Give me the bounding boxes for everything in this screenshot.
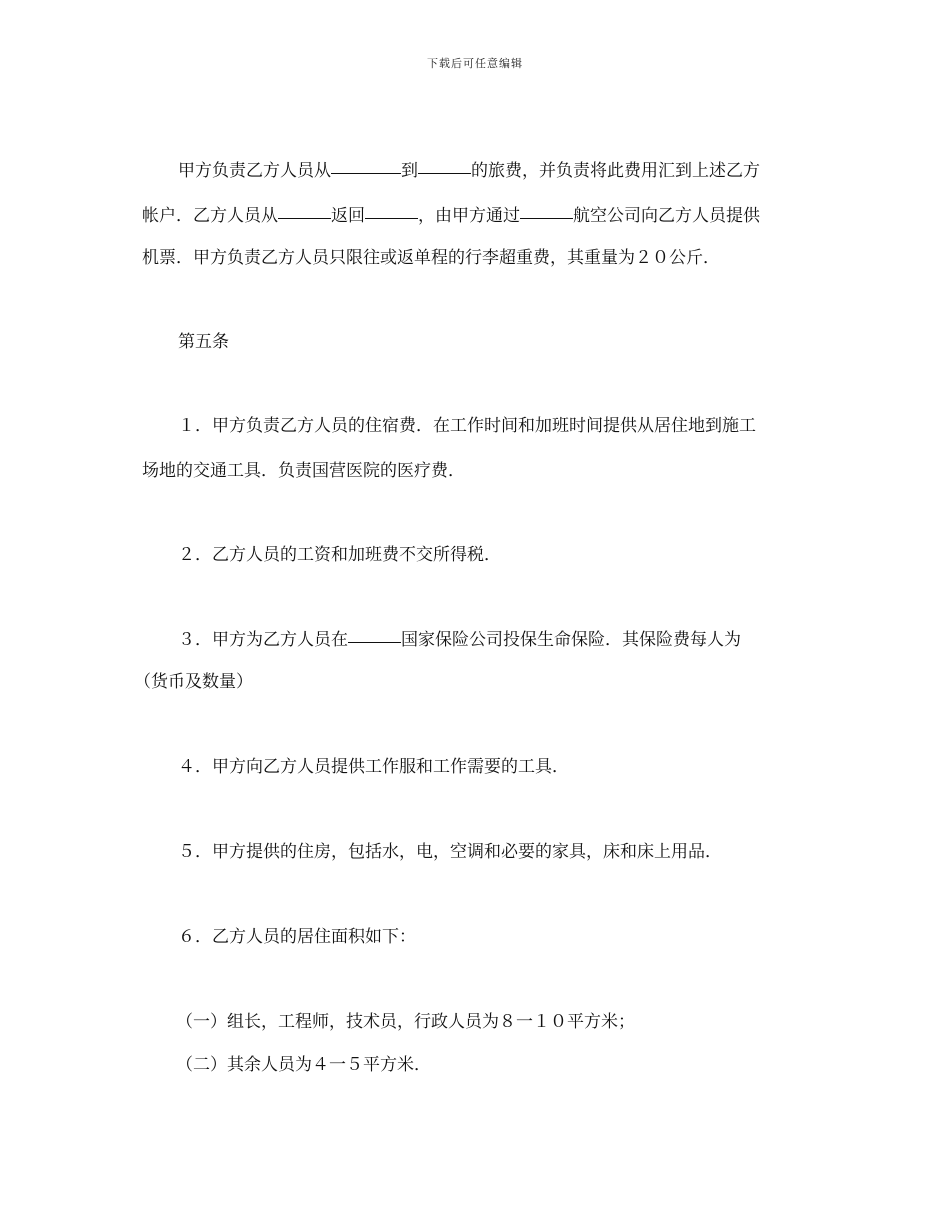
blank-line bbox=[278, 217, 331, 219]
blank-line bbox=[348, 641, 401, 643]
travel-paragraph-line-1 bbox=[178, 156, 858, 181]
blank-line bbox=[331, 172, 401, 174]
item-3-line-2: （货币及数量） bbox=[134, 672, 253, 692]
page-header: 下载后可任意编辑 bbox=[427, 57, 523, 70]
article-title: 第五条 bbox=[178, 332, 229, 352]
travel-paragraph-line-2 bbox=[142, 201, 822, 226]
blank-line bbox=[418, 172, 471, 174]
travel-paragraph-line-3: 机票．甲方负责乙方人员只限往或返单程的行李超重费，其重量为２０公斤． bbox=[142, 248, 720, 268]
item-4: ４．甲方向乙方人员提供工作服和工作需要的工具． bbox=[178, 757, 569, 777]
text-segment: 到 bbox=[401, 161, 418, 181]
blank-line bbox=[365, 217, 418, 219]
blank-line bbox=[520, 217, 573, 219]
text-segment: 帐户．乙方人员从 bbox=[142, 206, 278, 226]
text-segment: 返回 bbox=[331, 206, 365, 226]
text-segment: ，由甲方通过 bbox=[418, 206, 520, 226]
text-segment: 航空公司向乙方人员提供 bbox=[573, 206, 760, 226]
text-segment: 的旅费，并负责将此费用汇到上述乙方 bbox=[471, 161, 760, 181]
item-6-sub-2: （二）其余人员为４一５平方米． bbox=[176, 1055, 431, 1075]
text-segment: 国家保险公司投保生命保险．其保险费每人为 bbox=[401, 630, 741, 650]
item-3-line-1 bbox=[178, 625, 858, 650]
item-1-line-1: １．甲方负责乙方人员的住宿费．在工作时间和加班时间提供从居住地到施工 bbox=[178, 416, 756, 436]
text-segment: 甲方负责乙方人员从 bbox=[178, 161, 331, 181]
item-1-line-2: 场地的交通工具．负责国营医院的医疗费． bbox=[142, 461, 465, 481]
item-6: ６．乙方人员的居住面积如下： bbox=[178, 927, 416, 947]
text-segment: ３．甲方为乙方人员在 bbox=[178, 630, 348, 650]
item-2: ２．乙方人员的工资和加班费不交所得税． bbox=[178, 545, 501, 565]
item-5: ５．甲方提供的住房，包括水，电，空调和必要的家具，床和床上用品． bbox=[178, 842, 722, 862]
item-6-sub-1: （一）组长，工程师，技术员，行政人员为８一１０平方米； bbox=[176, 1012, 635, 1032]
